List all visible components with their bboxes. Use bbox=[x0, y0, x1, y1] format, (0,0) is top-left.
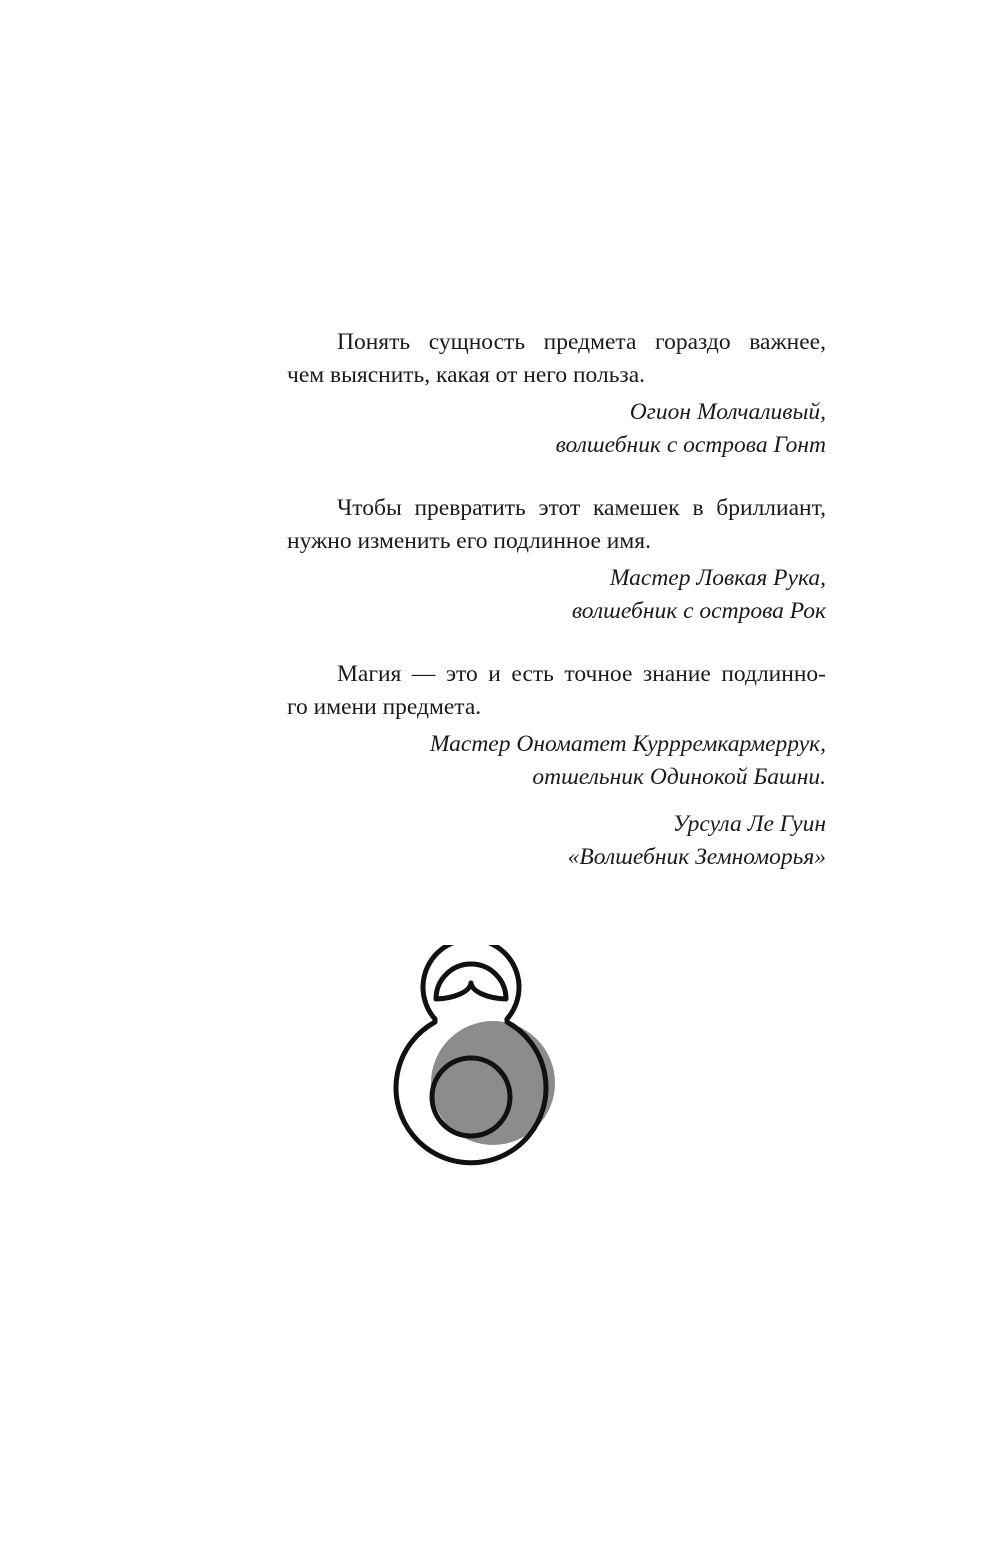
quote-author: Мастер Ономатет Куррремкармеррук, bbox=[429, 731, 826, 757]
quote-line: Чтобы превратить этот камешек в бриллиант, bbox=[337, 495, 826, 521]
quote-author-title: отшельник Одинокой Башни. bbox=[532, 764, 826, 790]
book-author: Урсула Ле Гуин bbox=[672, 811, 826, 837]
epigraph-2 bbox=[287, 492, 826, 628]
quote-author: Мастер Ловкая Рука, bbox=[609, 565, 826, 591]
quote-author-title: волшебник с острова Рок bbox=[571, 598, 826, 624]
book-title: «Волшебник Земноморья» bbox=[567, 844, 826, 870]
emblem-head bbox=[436, 964, 506, 999]
epigraph-section bbox=[287, 326, 826, 904]
quote-line: чем выяснить, какая от него польза. bbox=[287, 362, 645, 388]
quote-author: Огион Молчаливый, bbox=[629, 399, 826, 425]
quote-line: го имени предмета. bbox=[287, 694, 482, 720]
epigraph-1 bbox=[287, 326, 826, 462]
book-source bbox=[287, 808, 826, 874]
quote-line: нужно изменить его подлинное имя. bbox=[287, 528, 651, 554]
quote-line: Понять сущность предмета гораздо важнее, bbox=[337, 329, 826, 355]
quote-author-title: волшебник с острова Гонт bbox=[555, 432, 826, 458]
matryoshka-logo-icon bbox=[390, 945, 565, 1170]
epigraph-3 bbox=[287, 658, 826, 874]
quote-line: Магия — это и есть точное знание подлинно- bbox=[337, 661, 826, 687]
